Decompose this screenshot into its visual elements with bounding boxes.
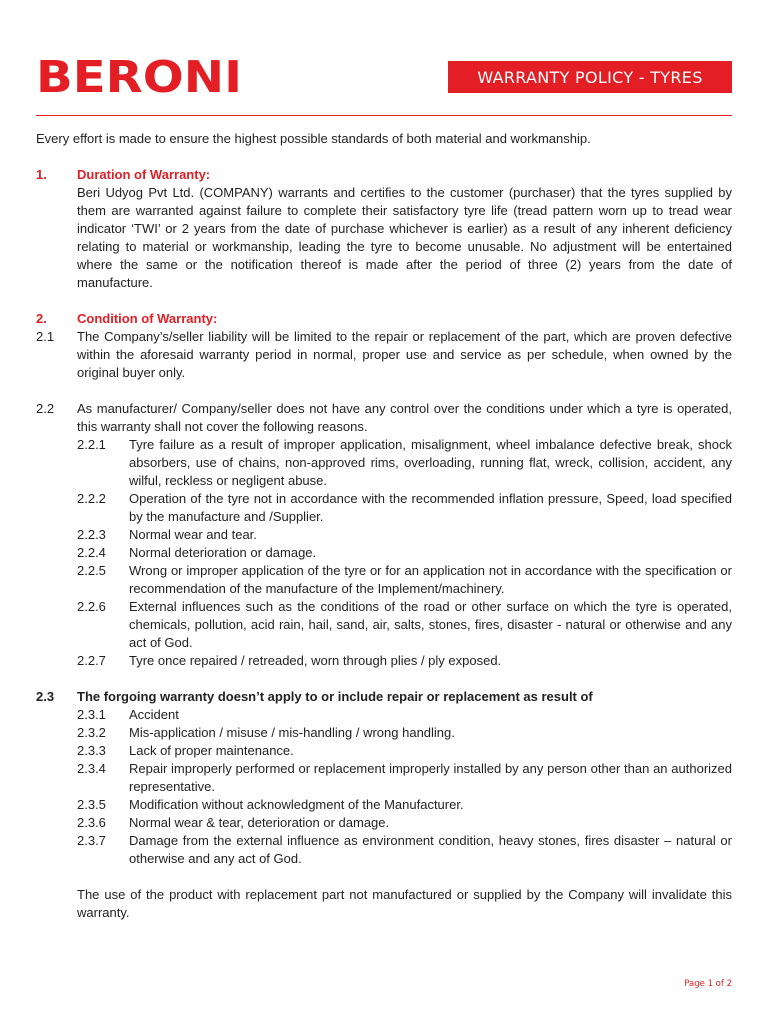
item-text: Tyre once repaired / retreaded, worn through plies / ply exposed.: [129, 653, 502, 668]
item-number: 2.2.1: [77, 437, 106, 452]
closing-paragraph: The use of the product with replacement part not manufactured or supplied by the Company will invalidate this warranty.: [77, 887, 732, 920]
clause-number: 2.3: [36, 689, 55, 704]
item-text: External influences such as the conditions of the road or other surface on which the tyre is operated, chemicals, pollution, acid rain, hail, sand, air, salts, stones, fires, disaster - natural or otherwise and any act of God.: [129, 599, 732, 650]
list-item: [77, 742, 732, 760]
page-number: Page 1 of 2: [684, 979, 732, 989]
item-text: Normal wear and tear.: [129, 527, 257, 542]
section-number: 2.: [36, 311, 47, 326]
beroni-logo: [36, 52, 242, 100]
item-number: 2.3.3: [77, 743, 106, 758]
item-number: 2.2.4: [77, 545, 106, 560]
item-number: 2.2.5: [77, 563, 106, 578]
intro-paragraph: Every effort is made to ensure the highest possible standards of both material and workmanship.: [36, 131, 591, 146]
item-number: 2.3.1: [77, 707, 106, 722]
item-text: Wrong or improper application of the tyre or for an application not in accordance with the specification or recommendation of the manufacture of the Implement/machinery.: [129, 563, 732, 596]
item-number: 2.2.6: [77, 599, 106, 614]
item-number: 2.2.3: [77, 527, 106, 542]
item-text: Tyre failure as a result of improper application, misalignment, wheel imbalance defective break, shock absorbers, use of chains, non-approved rims, overloading, running flat, wreck, collision, accident, any wilful, reckless or negligent abuse.: [129, 437, 732, 488]
item-number: 2.3.7: [77, 833, 106, 848]
item-text: Modification without acknowledgment of the Manufacturer.: [129, 797, 464, 812]
list-item: [77, 490, 732, 526]
section-title: Duration of Warranty:: [77, 167, 211, 182]
clause-2-2-list: [77, 436, 732, 670]
section-title: Condition of Warranty:: [77, 311, 218, 326]
item-text: Normal wear & tear, deterioration or damage.: [129, 815, 390, 830]
item-number: 2.3.4: [77, 761, 106, 776]
section-number: 1.: [36, 167, 47, 182]
list-item: [77, 598, 732, 652]
clause-2-1: [36, 328, 732, 382]
document-body: [36, 130, 732, 922]
item-text: Operation of the tyre not in accordance with the recommended inflation pressure, Speed, load specified by the manufacture and /Supplier.: [129, 491, 732, 524]
document-title-banner: [448, 61, 732, 93]
item-text: Mis-application / misuse / mis-handling / wrong handling.: [129, 725, 455, 740]
list-item: [77, 814, 732, 832]
section-1-heading: [36, 166, 732, 184]
list-item: [77, 526, 732, 544]
clause-text: As manufacturer/ Company/seller does not have any control over the conditions under which a tyre is operated, this warranty shall not cover the following reasons.: [77, 401, 732, 434]
item-text: Accident: [129, 707, 179, 722]
clause-2-3-list: [77, 706, 732, 868]
clause-number: 2.2: [36, 401, 55, 416]
clause-text: The forgoing warranty doesn’t apply to or include repair or replacement as result of: [77, 689, 593, 704]
clause-text: The Company’s/seller liability will be limited to the repair or replacement of the part, which are proven defective within the aforesaid warranty period in normal, proper use and service as per schedule, when owned by the original buyer only.: [77, 329, 732, 380]
list-item: [77, 652, 732, 670]
list-item: [77, 436, 732, 490]
list-item: [77, 562, 732, 598]
item-number: 2.3.6: [77, 815, 106, 830]
item-text: Repair improperly performed or replacement improperly installed by any person other than an authorized representative.: [129, 761, 732, 794]
list-item: [77, 760, 732, 796]
brand-wordmark: BERONI: [36, 52, 242, 100]
clause-2-3-heading: [36, 688, 732, 706]
item-number: 2.2.2: [77, 491, 106, 506]
item-number: 2.3.5: [77, 797, 106, 812]
clause-number: 2.1: [36, 329, 55, 344]
list-item: [77, 706, 732, 724]
list-item: [77, 724, 732, 742]
item-text: Damage from the external influence as environment condition, heavy stones, fires disaster – natural or otherwise and any act of God.: [129, 833, 732, 866]
section-1-body: Beri Udyog Pvt Ltd. (COMPANY) warrants and certifies to the customer (purchaser) that the tyres supplied by them are warranted against failure to complete their satisfactory tyre life (tread pattern worn up to tread wear indicator ‘TWI’ or 2 years from the date of purchase whichever is earlier) as a result of any inherent deficiency relating to material or workmanship, leading the tyre to become unusable. No adjustment will be entertained where the same or the notification thereof is made after the period of three (2) years from the date of manufacture.: [77, 185, 732, 290]
document-title: WARRANTY POLICY - TYRES: [477, 67, 703, 87]
section-2-heading: [36, 310, 732, 328]
item-number: 2.2.7: [77, 653, 106, 668]
item-number: 2.3.2: [77, 725, 106, 740]
list-item: [77, 832, 732, 868]
list-item: [77, 544, 732, 562]
item-text: Lack of proper maintenance.: [129, 743, 294, 758]
item-text: Normal deterioration or damage.: [129, 545, 317, 560]
header-divider: [36, 115, 732, 116]
clause-2-2: [36, 400, 732, 436]
list-item: [77, 796, 732, 814]
